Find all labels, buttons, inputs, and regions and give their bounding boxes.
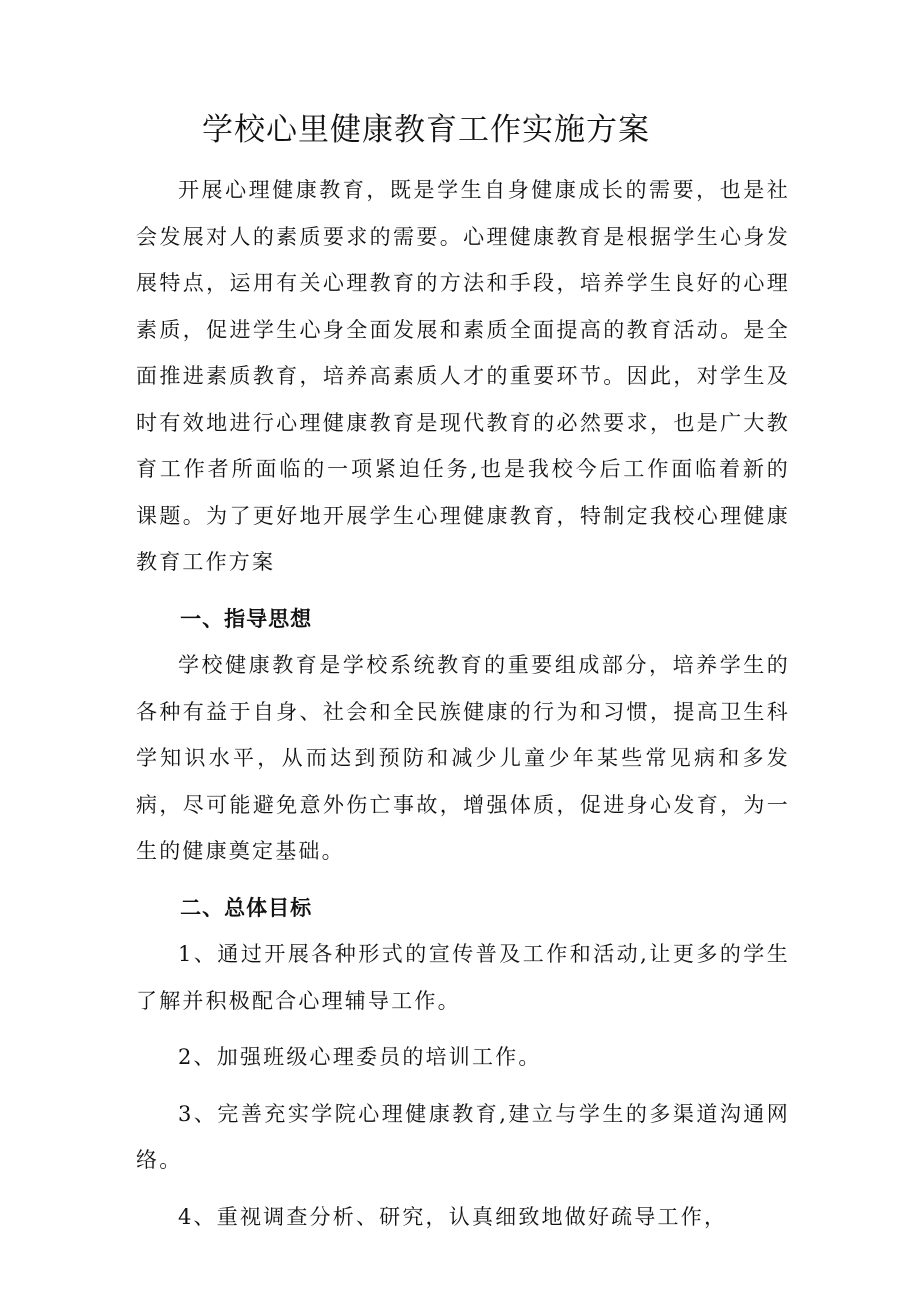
goal-item: 3、完善充实学院心理健康教育,建立与学生的多渠道沟通网络。 bbox=[136, 1101, 790, 1173]
section-heading-overall-goals: 二、总体目标 bbox=[180, 895, 313, 920]
goal-item: 4、重视调查分析、研究，认真细致地做好疏导工作， bbox=[178, 1204, 728, 1229]
guiding-ideology-paragraph: 学校健康教育是学校系统教育的重要组成部分，培养学生的各种有益于自身、社会和全民族健康的行为和习惯，提高卫生科学知识水平，从而达到预防和减少儿童少年某些常见病和多发病，尽可能避免意外伤亡事故，增强体质，促进身心发育，为一生的健康奠定基础。 bbox=[136, 653, 790, 864]
goal-item: 1、通过开展各种形式的宣传普及工作和活动,让更多的学生了解并积极配合心理辅导工作。 bbox=[136, 942, 790, 1013]
section-heading-guiding-ideology: 一、指导思想 bbox=[180, 606, 313, 631]
goal-item: 2、加强班级心理委员的培训工作。 bbox=[178, 1045, 542, 1070]
document-title: 学校心里健康教育工作实施方案 bbox=[202, 112, 650, 148]
intro-paragraph: 开展心理健康教育，既是学生自身健康成长的需要，也是社会发展对人的素质要求的需要。心理健康教育是根据学生心身发展特点，运用有关心理教育的方法和手段，培养学生良好的心理素质，促进学生心身全面发展和素质全面提高的教育活动。是全面推进素质教育，培养高素质人才的重要环节。因此，对学生及时有效地进行心理健康教育是现代教育的必然要求，也是广大教育工作者所面临的一项紧迫任务,也是我校今后工作面临着新的课题。为了更好地开展学生心理健康教育，特制定我校心理健康教育工作方案 bbox=[136, 178, 790, 575]
